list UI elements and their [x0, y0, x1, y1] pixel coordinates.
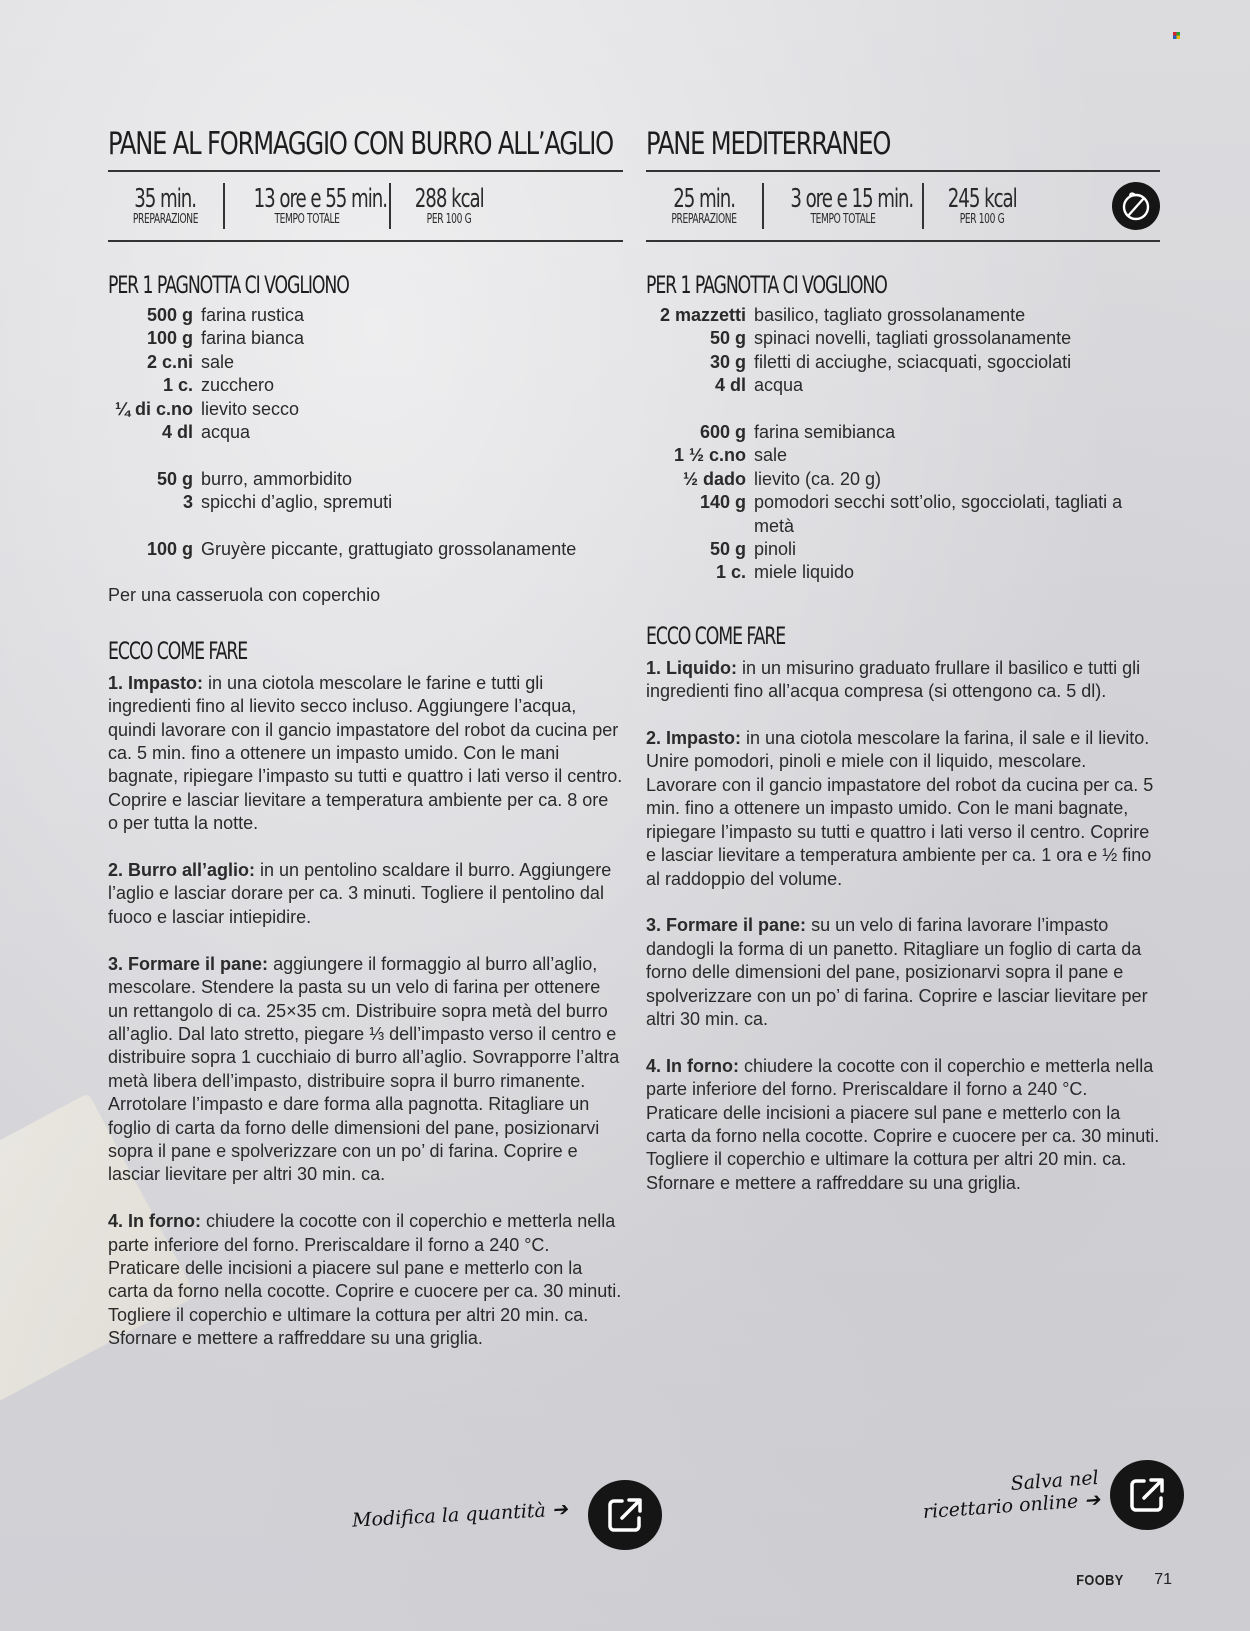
ingredient-text: pomodori secchi sott’olio, sgocciolati, tagliati a metà [754, 492, 1123, 536]
ingredient-quantity: 600 g [699, 422, 746, 443]
ingredient-text: burro, ammorbidito [201, 468, 353, 489]
method-step [646, 1055, 1160, 1195]
method-steps [108, 672, 623, 1351]
brand-logo: FOOBY [1076, 1571, 1125, 1589]
page-footer [1072, 1571, 1172, 1589]
stat-prep: 25 min. PREPARAZIONE [671, 184, 737, 227]
ingredient-quantity: 100 g [146, 539, 193, 560]
modify-quantity-button[interactable] [588, 1480, 662, 1550]
ingredient-item [646, 327, 1160, 350]
save-online-label: Salva nel ricettario online ➔ [922, 1466, 1101, 1524]
method-step [108, 672, 623, 836]
stat-prep: 35 min. PREPARAZIONE [132, 184, 199, 227]
ingredient-quantity: ¼ di c.no [114, 398, 193, 419]
method-step [108, 859, 623, 929]
method-step [108, 1210, 623, 1350]
method-step [646, 914, 1160, 1031]
ingredients-list [108, 304, 623, 561]
ingredient-item [108, 491, 623, 514]
method-step [108, 953, 623, 1187]
save-online-button[interactable] [1110, 1460, 1184, 1530]
ingredient-item [646, 491, 1160, 538]
ingredient-text: spicchi d’aglio, spremuti [201, 492, 393, 513]
color-dot-icon [1173, 32, 1180, 39]
vegetarian-icon [1112, 182, 1160, 230]
ingredient-quantity: 100 g [146, 328, 193, 349]
ingredient-item [646, 561, 1160, 584]
ingredients-list [646, 304, 1160, 585]
recipe-title: PANE MEDITERRANEO [646, 126, 891, 162]
ingredient-text: filetti di acciughe, sciacquati, sgocciolati [754, 351, 1072, 372]
ingredient-item [108, 421, 623, 444]
ingredient-text: acqua [201, 422, 251, 443]
save-online-action[interactable] [922, 1460, 1184, 1530]
ingredient-quantity: 500 g [146, 305, 193, 325]
stat-total: 13 ore e 55 min. TEMPO TOTALE [253, 184, 387, 227]
modify-quantity-label: Modifica la quantità ➔ [351, 1498, 569, 1532]
ingredient-quantity: 30 g [709, 351, 746, 372]
step-label: 4. In forno: [108, 1211, 201, 1232]
equipment-note: Per una casseruola con coperchio [108, 585, 381, 606]
stat-kcal: 288 kcal PER 100 G [414, 184, 484, 227]
ingredient-item [108, 468, 623, 491]
method-steps [646, 657, 1160, 1195]
ingredient-quantity: 140 g [699, 492, 746, 513]
ingredient-text: Gruyère piccante, grattugiato grossolanamente [201, 539, 577, 560]
recipe-left [108, 118, 623, 1374]
page-number: 71 [1154, 1571, 1172, 1588]
recipe-right [646, 118, 1160, 1219]
step-text: chiudere la cocotte con il coperchio e metterla nella parte inferiore del forno. Preriscaldare il forno a 240 °C. Praticare delle incisioni a piacere sul pane e metterlo con la carta da forno nella cocotte. Coprire e cuocere per ca. 30 minuti. Togliere il coperchio e ultimare la cottura per altri 20 min. ca. Sfornare e mettere a raffreddare su una griglia. [646, 1055, 1160, 1193]
step-label: 1. Impasto: [108, 672, 204, 693]
step-label: 2. Impasto: [646, 728, 742, 749]
ingredient-item [108, 351, 623, 374]
ingredient-text: pinoli [754, 539, 797, 560]
step-text: chiudere la cocotte con il coperchio e metterla nella parte inferiore del forno. Preriscaldare il forno a 240 °C. Praticare delle incisioni a piacere sul pane e metterlo con la carta da forno nella cocotte. Coprire e cuocere per ca. 30 minuti. Togliere il coperchio e ultimare la cottura per altri 20 min. ca. Sfornare e mettere a raffreddare su una griglia. [108, 1211, 622, 1349]
step-text: aggiungere il formaggio al burro all’aglio, mescolare. Stendere la pasta su un velo di farina per ottenere un rettangolo di ca. 25×35 cm. Distribuire sopra metà del burro all’aglio. Dal lato stretto, piegare ⅓ dell’impasto verso il centro e distribuire sopra 1 cucchiaio di burro all’aglio. Sovrapporre l’altra metà libera dell’impasto, distribuire sopra il burro rimanente. Arrotolare l’impasto e dare forma alla pagnotta. Ritagliare un foglio di carta da forno delle dimensioni del pane, posizionarvi sopra il pane e spolverizzare con un po’ di farina. Coprire e lasciar lievitare per altri 30 min. ca. [108, 953, 620, 1185]
ingredient-item [108, 444, 623, 467]
ingredient-item [108, 327, 623, 350]
ingredient-text: miele liquido [754, 562, 855, 583]
ingredient-quantity: 4 dl [714, 375, 746, 396]
ingredient-item [646, 421, 1160, 444]
ingredient-item [646, 304, 1160, 327]
ingredients-heading: PER 1 PAGNOTTA CI VOGLIONO [108, 271, 349, 299]
ingredient-text: spinaci novelli, tagliati grossolanamente [754, 328, 1072, 349]
ingredient-item [646, 398, 1160, 421]
ingredient-quantity: 50 g [709, 328, 746, 349]
step-text: in una ciotola mescolare la farina, il sale e il lievito. Unire pomodori, pinoli e miele con il liquido, mescolare. Lavorare con il gancio impastatore del robot da cucina per ca. 5 min. fino a ottenere un impasto umido. Con le mani bagnate, ripiegare l’impasto su tutti e quattro i lati verso il centro. Coprire e lasciar lievitare a temperatura ambiente per ca. 1 ora e ½ fino al raddoppio del volume. [646, 728, 1154, 889]
ingredient-item [646, 538, 1160, 561]
recipe-stats [108, 170, 623, 242]
ingredient-text: farina semibianca [754, 422, 896, 443]
external-link-icon [602, 1492, 648, 1538]
step-text: su un velo di farina lavorare l’impasto dandogli la forma di un panetto. Ritagliare un foglio di carta da forno delle dimensioni del pane, posizionarvi sopra il pane e spolverizzare con un po’ di farina. Coprire e lasciar lievitare per altri 30 min. ca. [646, 915, 1148, 1029]
step-text: in un misurino graduato frullare il basilico e tutti gli ingredienti fino all’acqua compresa (si ottengono ca. 5 dl). [646, 657, 1141, 702]
step-text: in un pentolino scaldare il burro. Aggiungere l’aglio e lasciar dorare per ca. 3 minuti. Togliere il pentolino dal fuoco e lasciar intiepidire. [108, 860, 612, 927]
step-label: 2. Burro all’aglio: [108, 860, 256, 881]
ingredient-text: acqua [754, 375, 804, 396]
stat-kcal: 245 kcal PER 100 G [947, 184, 1017, 227]
method-step [646, 657, 1160, 704]
stat-total: 3 ore e 15 min. TEMPO TOTALE [790, 184, 914, 227]
ingredient-quantity: 4 dl [161, 422, 193, 443]
ingredient-text: sale [201, 351, 235, 372]
ingredient-quantity: 3 [182, 492, 193, 513]
method-heading: ECCO COME FARE [646, 621, 786, 650]
ingredient-text: zucchero [201, 375, 275, 396]
step-label: 3. Formare il pane: [108, 953, 269, 974]
ingredient-item [108, 304, 623, 327]
ingredient-item [108, 398, 623, 421]
ingredient-quantity: 2 mazzetti [659, 305, 746, 325]
method-heading: ECCO COME FARE [108, 636, 248, 665]
step-text: in una ciotola mescolare le farine e tutti gli ingredienti fino al lievito secco incluso. Aggiungere l’acqua, quindi lavorare con il gancio impastatore del robot da cucina per ca. 5 min. fino a ottenere un impasto umido. Con le mani bagnate, ripiegare l’impasto su tutti e quattro i lati verso il centro. Coprire e lasciar lievitare a temperatura ambiente per ca. 8 ore o per tutta la notte. [108, 672, 623, 834]
ingredient-quantity: 1 ½ c.no [673, 445, 746, 466]
recipe-title: PANE AL FORMAGGIO CON BURRO ALL’AGLIO [108, 126, 614, 162]
ingredient-quantity: 1 c. [715, 562, 746, 583]
step-label: 3. Formare il pane: [646, 915, 807, 936]
ingredient-item [108, 515, 623, 538]
ingredient-quantity: 50 g [156, 468, 193, 489]
step-label: 4. In forno: [646, 1055, 739, 1076]
ingredients-heading: PER 1 PAGNOTTA CI VOGLIONO [646, 271, 887, 299]
ingredient-item [646, 468, 1160, 491]
ingredient-item [108, 538, 623, 561]
recipe-stats [646, 170, 1160, 242]
ingredient-text: lievito secco [201, 398, 300, 419]
modify-quantity-action[interactable] [352, 1480, 662, 1550]
ingredient-item [646, 444, 1160, 467]
ingredient-quantity: 50 g [709, 539, 746, 560]
ingredient-text: lievito (ca. 20 g) [754, 468, 882, 489]
ingredient-item [108, 374, 623, 397]
step-label: 1. Liquido: [646, 657, 737, 678]
ingredient-quantity: ½ dado [682, 468, 746, 489]
method-step [646, 727, 1160, 891]
ingredient-item [646, 351, 1160, 374]
ingredient-quantity: 1 c. [162, 375, 193, 396]
ingredient-text: farina bianca [201, 328, 305, 349]
ingredient-text: sale [754, 445, 788, 466]
ingredient-quantity: 2 c.ni [146, 351, 193, 372]
ingredient-item [646, 374, 1160, 397]
external-link-icon [1124, 1472, 1170, 1518]
ingredient-text: farina rustica [201, 305, 305, 325]
ingredient-text: basilico, tagliato grossolanamente [754, 305, 1026, 325]
